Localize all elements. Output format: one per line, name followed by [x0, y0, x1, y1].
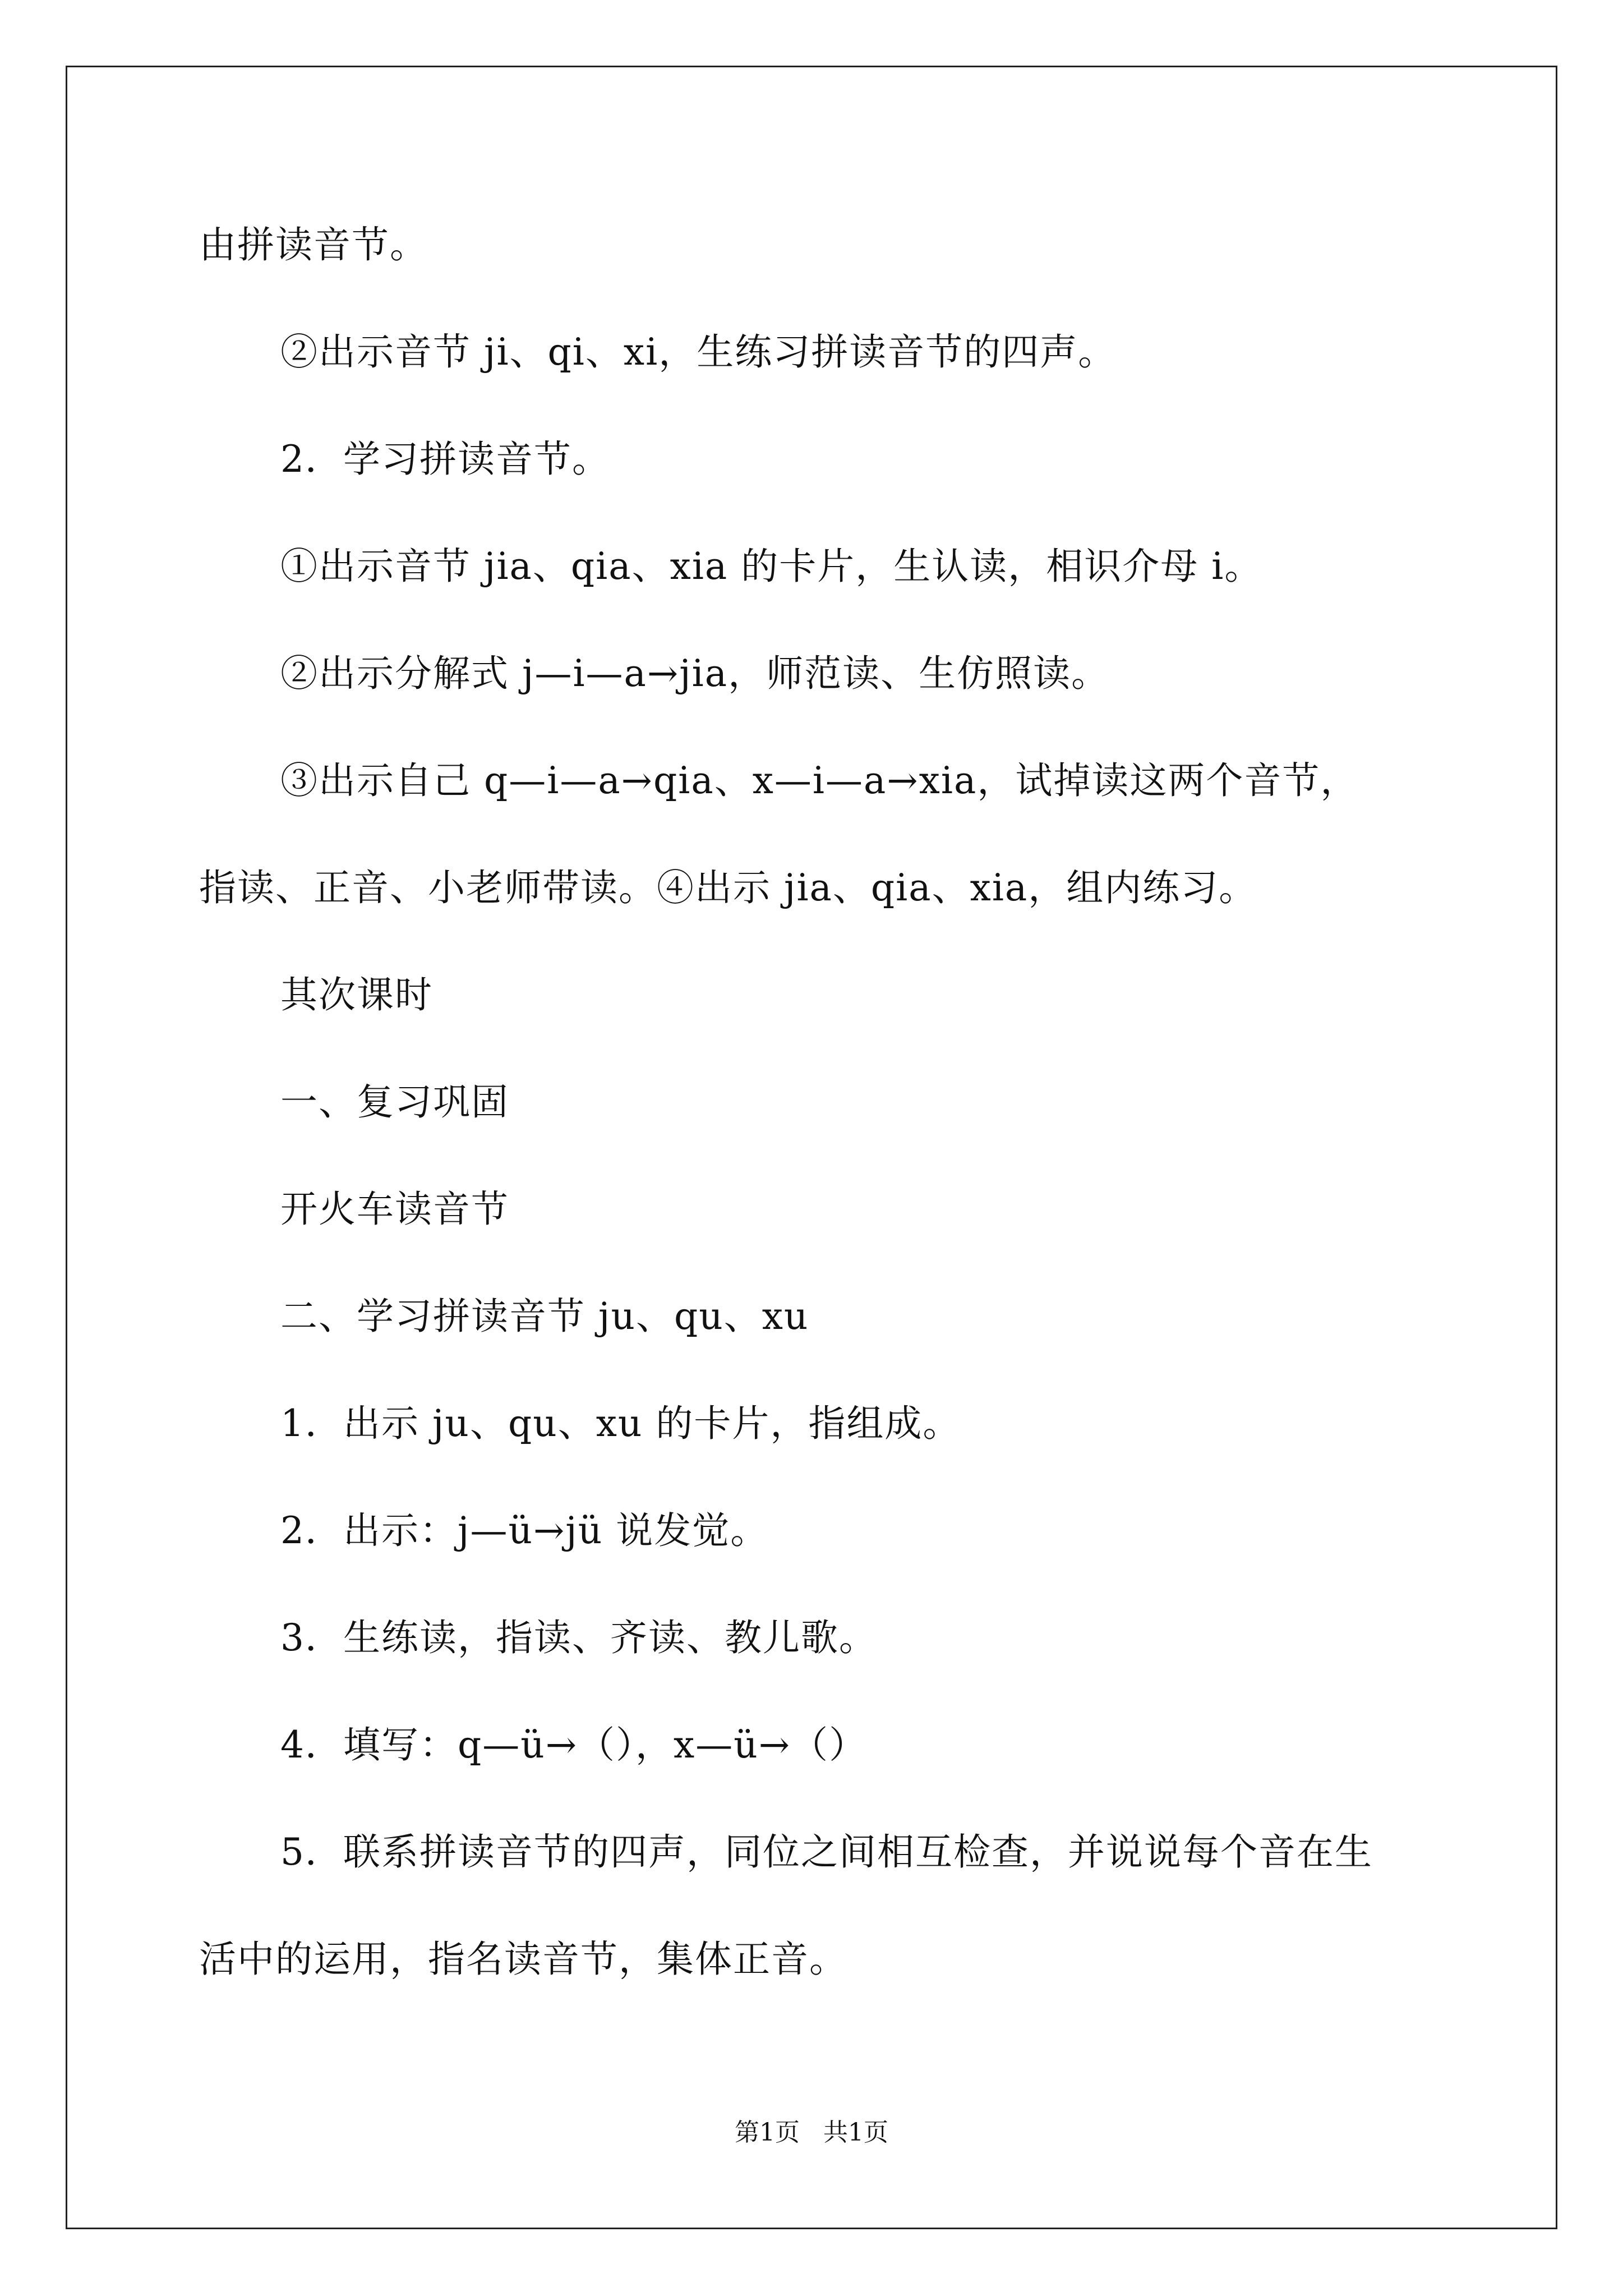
- page-total: 共1页: [823, 2118, 888, 2147]
- text-line: 1．出示 ju、qu、xu 的卡片，指组成。: [280, 1402, 961, 1445]
- text-line: ①出示音节 jia、qia、xia 的卡片，生认读，相识介母 i。: [280, 545, 1263, 588]
- text-line: 4．填写：q—ü→（），x—ü→（）: [280, 1723, 868, 1766]
- text-line: 2．出示：j—ü→jü 说发觉。: [280, 1509, 769, 1552]
- text-line: 2．学习拼读音节。: [280, 438, 610, 481]
- section-title: 其次课时: [280, 973, 433, 1016]
- page-border: [66, 66, 1557, 2229]
- page-footer: [0, 2116, 1623, 2150]
- text-line: 3．生练读，指读、齐读、教儿歌。: [280, 1616, 877, 1659]
- text-line: 由拼读音节。: [199, 223, 428, 266]
- text-line: 开火车读音节: [280, 1188, 509, 1231]
- section-heading: 二、学习拼读音节 ju、qu、xu: [280, 1295, 809, 1338]
- section-heading: 一、复习巩固: [280, 1080, 509, 1124]
- text-line: 指读、正音、小老师带读。④出示 jia、qia、xia，组内练习。: [199, 866, 1257, 909]
- text-line: ②出示音节 ji、qi、xi，生练习拼读音节的四声。: [280, 330, 1117, 374]
- page-number: 第1页: [735, 2118, 800, 2147]
- text-line: ②出示分解式 j—i—a→jia，师范读、生仿照读。: [280, 652, 1110, 695]
- text-line: 5．联系拼读音节的四声，同位之间相互检查，并说说每个音在生: [280, 1830, 1373, 1874]
- text-line: ③出示自己 q—i—a→qia、x—i—a→xia，试掉读这两个音节，: [280, 759, 1359, 802]
- text-line: 活中的运用，指名读音节，集体正音。: [199, 1938, 847, 1981]
